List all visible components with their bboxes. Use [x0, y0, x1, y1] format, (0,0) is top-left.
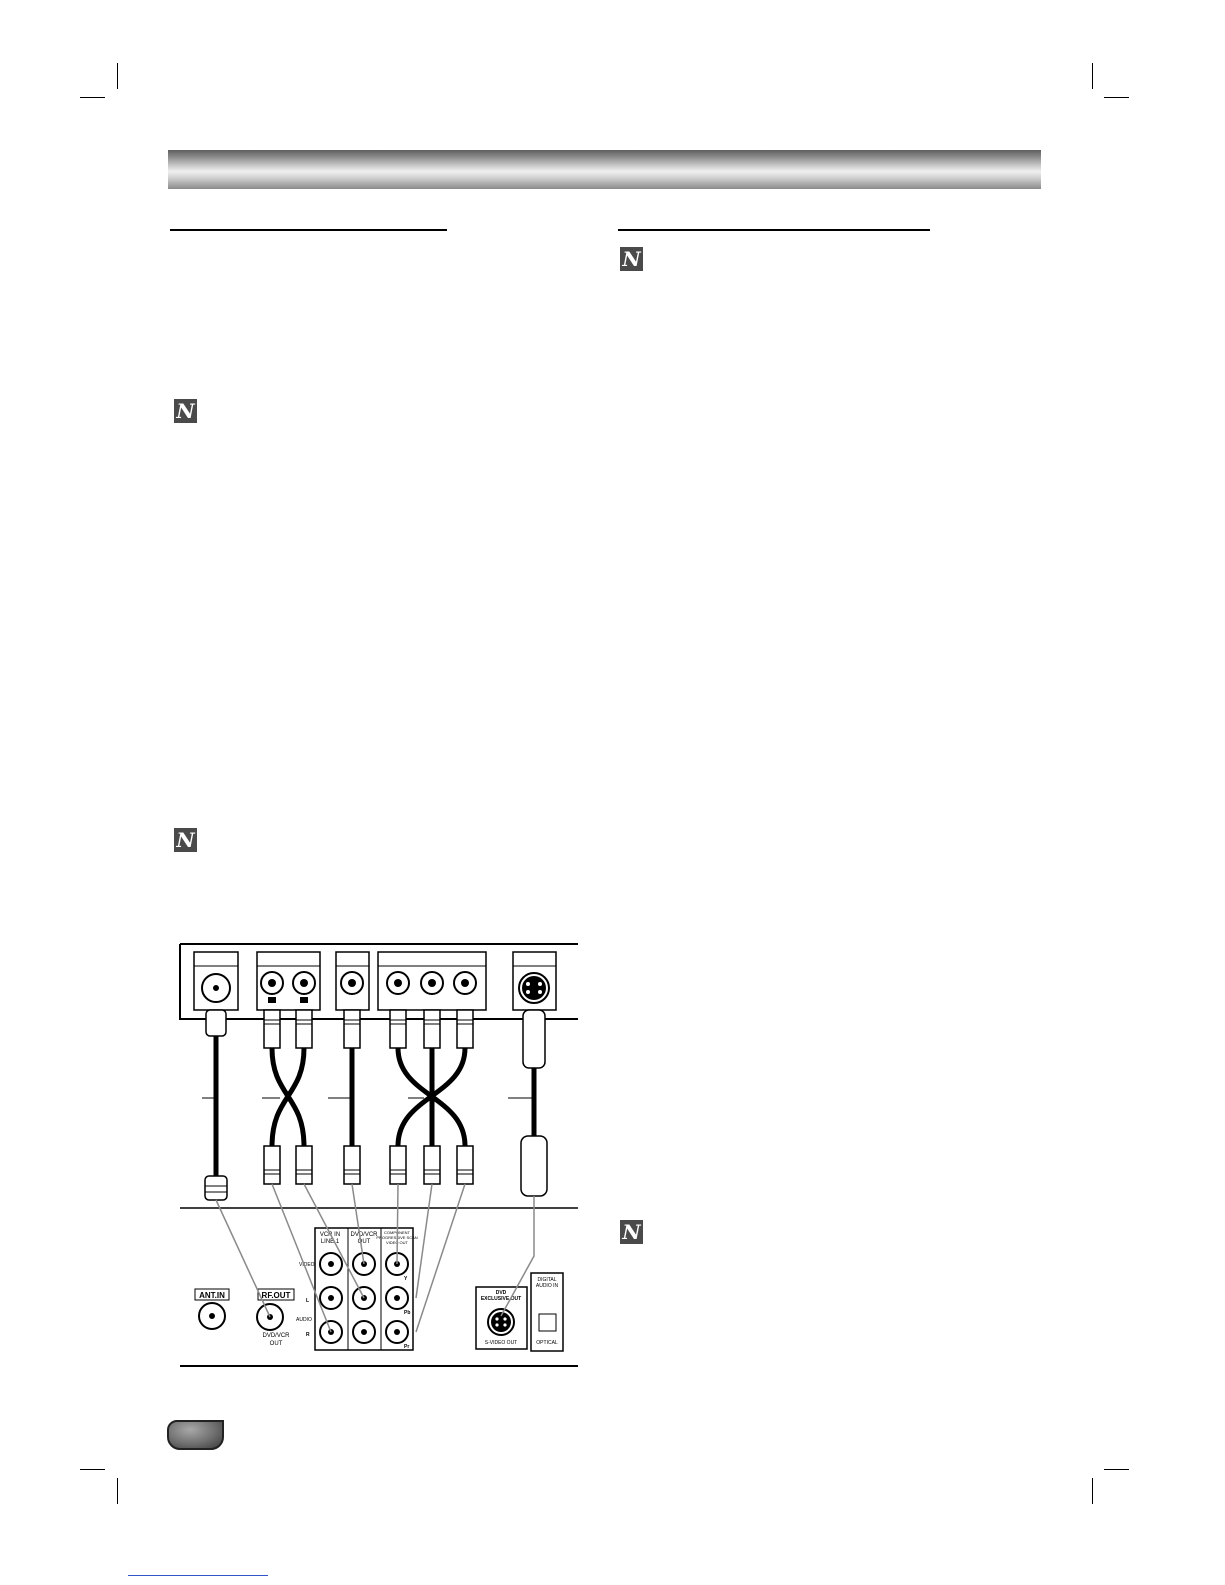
dvd-vcr-out-label-2: OUT: [357, 1239, 371, 1245]
y-label: Y: [404, 1276, 408, 1282]
pb-label: Pb: [404, 1310, 411, 1316]
component-label-1: COMPONENT: [384, 1230, 410, 1235]
l-label: L: [306, 1298, 310, 1304]
rf-out-label: RF.OUT: [261, 1291, 291, 1300]
note-icon: N: [620, 1220, 643, 1244]
header-band: [168, 150, 1041, 189]
r-label: R: [306, 1332, 310, 1338]
crop-mark: [1104, 1469, 1129, 1470]
s-video-out-label: S-VIDEO OUT: [484, 1340, 518, 1346]
crop-mark: [1092, 63, 1093, 89]
dvd-vcr-out-label-1: DVD/VCR: [350, 1232, 378, 1238]
cable-plugs-bottom: [205, 1136, 547, 1200]
video-label: VIDEO: [299, 1262, 315, 1268]
rf-out-sub-1: DVD/VCR: [262, 1333, 290, 1339]
crop-mark: [117, 63, 118, 89]
optical-label: OPTICAL: [536, 1340, 558, 1346]
crop-mark: [80, 1469, 105, 1470]
crop-mark: [1092, 1478, 1093, 1504]
ant-in-label: ANT.IN: [199, 1291, 225, 1300]
crop-mark: [117, 1478, 118, 1504]
vcr-in-label-1: VCR IN: [319, 1232, 341, 1238]
pr-label: Pr: [404, 1344, 410, 1350]
digital-audio-label-1: DIGITAL: [537, 1277, 557, 1283]
connection-diagram: [168, 936, 580, 1376]
section-rule-left: [170, 229, 447, 231]
connection-guides: [216, 1184, 534, 1332]
vcr-in-label-2: LINE 1: [320, 1239, 340, 1245]
rf-out-sub-2: OUT: [269, 1341, 283, 1347]
section-rule-right: [618, 229, 930, 231]
dvd-exclusive-label-1: DVD: [495, 1290, 507, 1296]
crop-mark: [80, 97, 105, 98]
note-icon: N: [620, 247, 643, 271]
audio-label: AUDIO: [296, 1317, 312, 1323]
page-number-tab: [167, 1420, 224, 1450]
note-icon: N: [174, 399, 197, 423]
tv-panel: [180, 944, 578, 1019]
component-label-2: PROGRESSIVE SCAN: [376, 1235, 418, 1240]
bottom-link-underline: [128, 1575, 268, 1576]
component-label-3: VIDEO OUT: [385, 1240, 409, 1245]
digital-audio-label-2: AUDIO IN: [535, 1283, 559, 1289]
note-icon: N: [174, 828, 197, 852]
dvd-exclusive-label-2: EXCLUSIVE OUT: [480, 1296, 522, 1302]
crop-mark: [1104, 97, 1129, 98]
dvd-vcr-rear-panel: [195, 1228, 563, 1351]
